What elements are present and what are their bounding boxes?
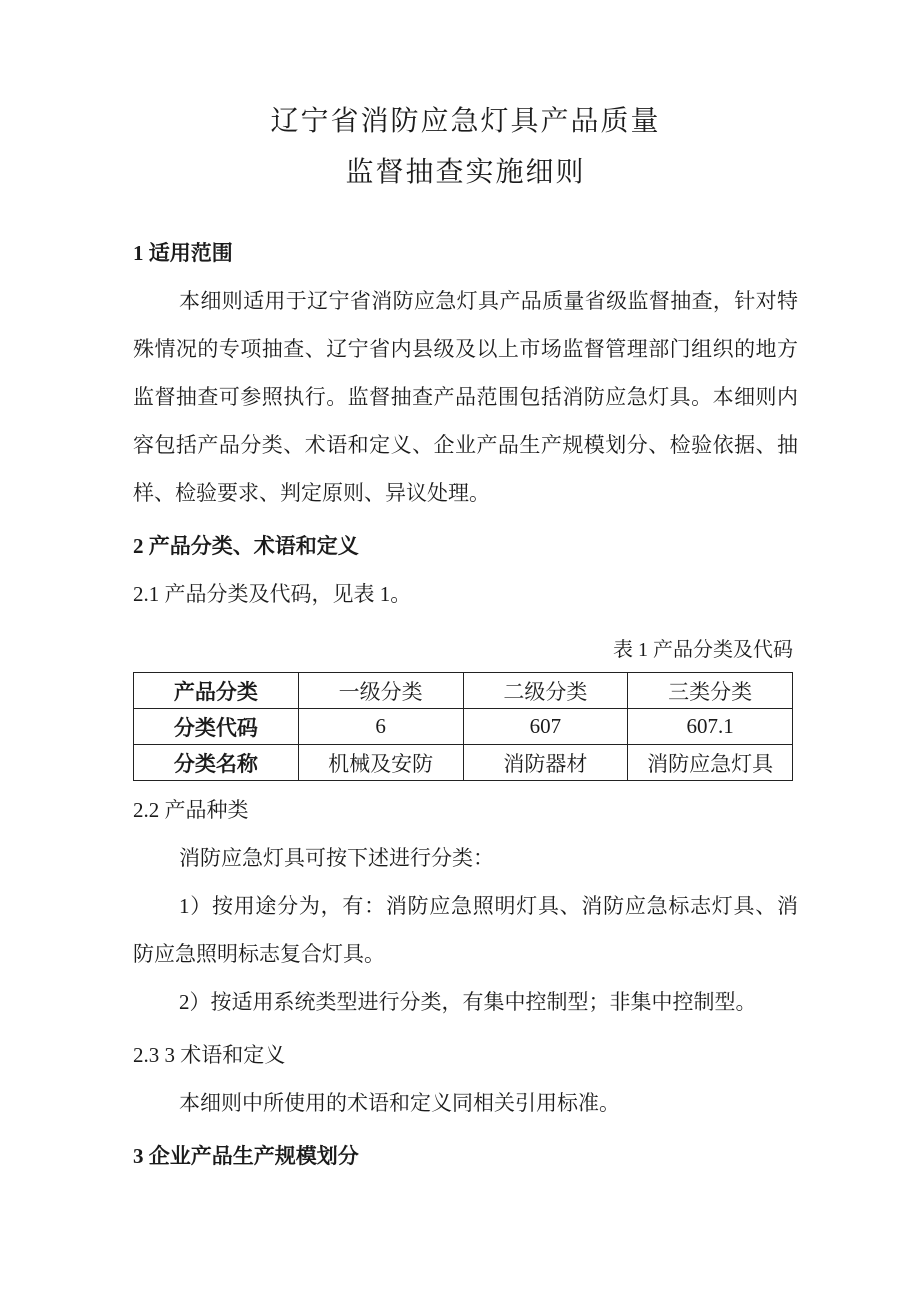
table-row: [134, 745, 793, 781]
section-2-2-item2: 2）按适用系统类型进行分类，有集中控制型；非集中控制型。: [179, 990, 757, 1014]
document-content: [133, 96, 798, 1180]
table-cell: 机械及安防: [298, 745, 463, 781]
table-cell: 一级分类: [298, 673, 463, 709]
section-2-2-intro: 消防应急灯具可按下述进行分类：: [179, 846, 494, 870]
table-row: [134, 709, 793, 745]
section-2-3-paragraph: 本细则中所使用的术语和定义同相关引用标准。: [179, 1091, 620, 1115]
table-cell: 消防应急灯具: [628, 745, 793, 781]
table-cell: 6: [298, 709, 463, 745]
table-cell: 三类分类: [628, 673, 793, 709]
section-1-paragraph: 本细则适用于辽宁省消防应急灯具产品质量省级监督抽查，针对特殊情况的专项抽查、辽宁省内县级及以上市场监督管理部门组织的地方监督抽查可参照执行。监督抽查产品范围包括消防应急灯具。本细则内容包括产品分类、术语和定义、企业产品生产规模划分、检验依据、抽样、检验要求、判定原则、异议处理。: [133, 289, 798, 505]
section-1-heading: 1 适用范围: [133, 241, 233, 265]
section-2-heading: 2 产品分类、术语和定义: [133, 534, 359, 558]
section-2-3-heading: 2.3 3 术语和定义: [133, 1043, 286, 1067]
doc-title-line1: 辽宁省消防应急灯具产品质量: [270, 106, 661, 137]
product-classification-table: [133, 672, 793, 781]
table-1-caption: 表 1 产品分类及代码: [613, 639, 793, 661]
section-2-2-item1: 1）按用途分为，有：消防应急照明灯具、消防应急标志灯具、消防应急照明标志复合灯具。: [133, 894, 798, 966]
table-cell: 分类名称: [134, 745, 299, 781]
table-cell: 分类代码: [134, 709, 299, 745]
table-cell: 二级分类: [463, 673, 628, 709]
section-3-heading: 3 企业产品生产规模划分: [133, 1144, 359, 1168]
table-row: [134, 673, 793, 709]
section-2-1-line: 2.1 产品分类及代码，见表 1。: [133, 582, 412, 606]
table-cell: 607: [463, 709, 628, 745]
section-2-2-heading: 2.2 产品种类: [133, 798, 249, 822]
table-cell: 消防器材: [463, 745, 628, 781]
table-cell: 产品分类: [134, 673, 299, 709]
doc-title-line2: 监督抽查实施细则: [345, 157, 586, 188]
table-cell: 607.1: [628, 709, 793, 745]
